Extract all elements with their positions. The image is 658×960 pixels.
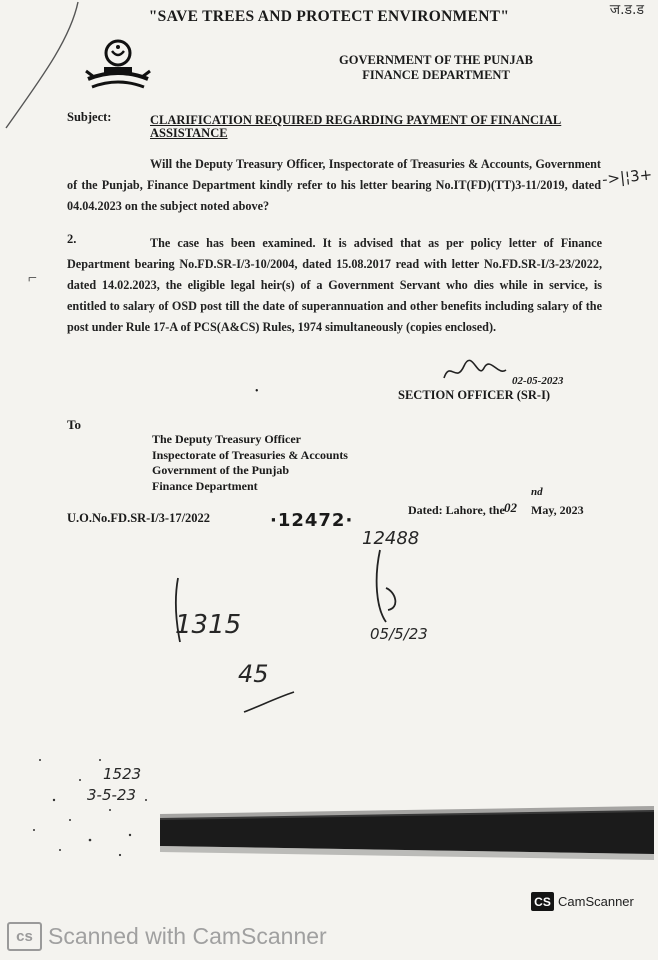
issuer-line-1: GOVERNMENT OF THE PUNJAB: [339, 53, 533, 67]
issuer-heading: [300, 53, 572, 83]
handwritten-scribble-top: ज.ड.ड: [609, 2, 644, 18]
camscanner-logo-icon: CS: [531, 892, 554, 911]
dot-mark: •: [255, 386, 259, 397]
motto-banner: "SAVE TREES AND PROTECT ENVIRONMENT": [148, 8, 510, 25]
handwritten-underline: [240, 688, 300, 718]
dated-prefix: Dated: Lahore, the: [408, 503, 505, 517]
handwritten-note-2: 05/5/23: [370, 625, 428, 643]
handwritten-note-1: 12488: [362, 528, 420, 549]
handwritten-note-3: 1315: [175, 610, 242, 640]
dated-day-suffix: nd: [531, 486, 543, 498]
subject-label: Subject:: [67, 110, 112, 124]
officer-signature: [440, 358, 520, 384]
signatory-designation: SECTION OFFICER (SR-I): [398, 388, 551, 402]
handwritten-note-4: 45: [238, 660, 269, 688]
recipient-address: [152, 432, 348, 494]
handwritten-stroke: [372, 548, 412, 628]
recipient-line-2: Inspectorate of Treasuries & Accounts: [152, 447, 348, 462]
dated-month-year: May, 2023: [531, 503, 584, 517]
issuer-line-2: FINANCE DEPARTMENT: [362, 68, 510, 82]
dated-day: 02: [504, 500, 517, 515]
subject-text: CLARIFICATION REQUIRED REGARDING PAYMENT OF FINANCIAL ASSISTANCE: [150, 113, 562, 140]
recipient-line-3: Government of the Punjab: [152, 463, 289, 477]
recipient-line-4: Finance Department: [152, 478, 258, 493]
punjab-logo-icon: [82, 35, 154, 93]
handwritten-note-6: 3-5-23: [87, 786, 136, 804]
camscanner-badge: [531, 892, 634, 911]
signature-date: 02-05-2023: [512, 375, 564, 387]
paragraph-1: Will the Deputy Treasury Officer, Inspectorate of Treasuries & Accounts, Government of the Punjab, Finance Department kindly refer to his letter bearing No.IT(FD)(TT)3-11/2019, dated 04.04.2023 on the subject noted above?: [67, 157, 601, 213]
handwritten-note-5: 1523: [103, 765, 142, 783]
camscanner-badge-text: CamScanner: [558, 894, 634, 909]
handwritten-side-note: ->|¦3+: [601, 165, 654, 189]
uo-number: U.O.No.FD.SR-I/3-17/2022: [67, 511, 211, 525]
scanned-watermark-footer: [0, 912, 658, 960]
to-label: To: [67, 417, 81, 432]
recipient-line-1: The Deputy Treasury Officer: [152, 432, 301, 446]
scanned-with-text: Scanned with CamScanner: [48, 922, 327, 949]
paragraph-2: The case has been examined. It is advised that as per policy letter of Finance Department bearing No.FD.SR-I/3-10/2004, dated 15.08.2017 read with letter No.FD.SR-I/3-23/2022, dated 14.02.2023, the eligible legal heir(s) of a Government Servant who dies while in service, is entitled to salary of OSD post till the date of superannuation and other benefits including salary of the post under Rule 17-A of PCS(A&CS) Rules, 1974 simultaneously (copies enclosed).: [67, 236, 602, 334]
scan-smear-bar: [160, 802, 654, 862]
paragraph-2-number: 2.: [67, 232, 77, 246]
scan-noise: [20, 740, 170, 870]
camscanner-footer-icon: cs: [7, 922, 42, 951]
margin-mark: ⌐: [28, 270, 38, 287]
diary-stamp-number: ·12472·: [270, 510, 354, 531]
